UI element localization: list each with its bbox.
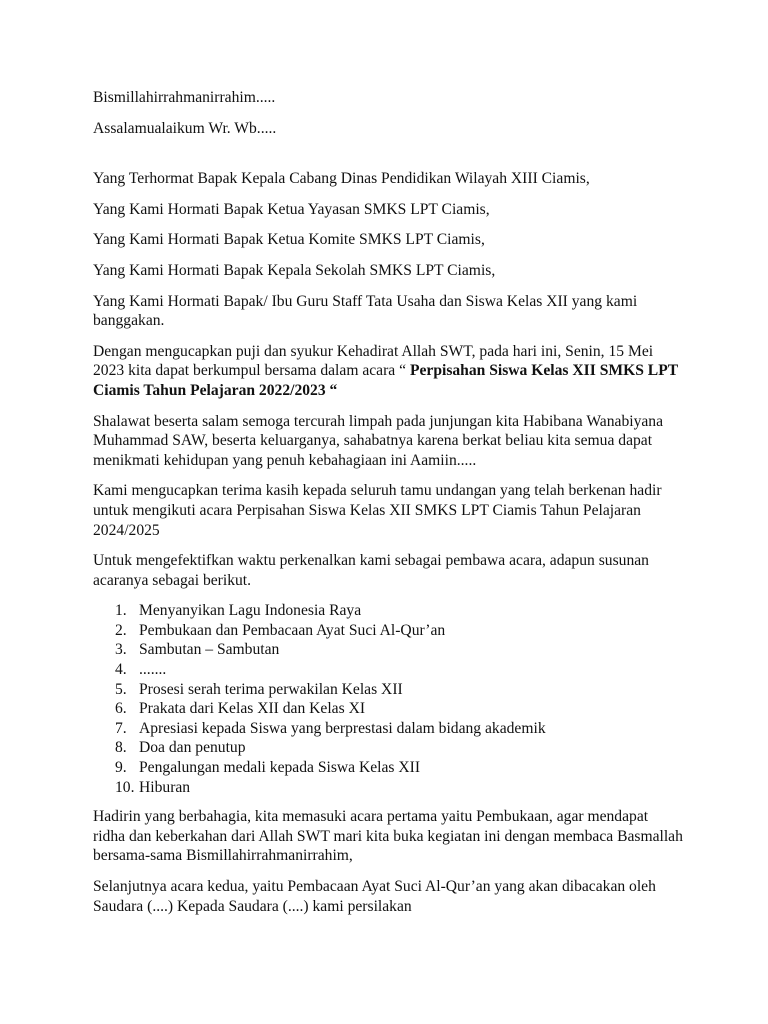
basmalah-line: Bismillahirrahmanirrahim..... bbox=[93, 89, 276, 106]
agenda-number: 5. bbox=[115, 680, 127, 698]
agenda-text: Hiburan bbox=[139, 778, 191, 796]
agenda-text: Pengalungan medali kepada Siswa Kelas XII bbox=[139, 759, 421, 777]
opening-paragraph bbox=[93, 342, 683, 401]
agenda-text: Apresiasi kepada Siswa yang berprestasi dalam bidang akademik bbox=[139, 719, 546, 737]
agenda-text: Pembukaan dan Pembacaan Ayat Suci Al-Qur’an bbox=[139, 621, 446, 639]
opening-text: Dengan mengucapkan puji dan syukur Kehadirat Allah SWT, pada hari ini, Senin, 15 Mei 2023 kita dapat berkumpul bersama dalam acara “ bbox=[93, 342, 654, 380]
agenda-intro: Untuk mengefektifkan waktu perkenalkan kami sebagai pembawa acara, adapun susunan acaranya sebagai berikut. bbox=[93, 552, 649, 589]
agenda-item bbox=[93, 660, 683, 680]
blank-line bbox=[93, 149, 683, 169]
agenda-item bbox=[93, 601, 683, 621]
agenda-number: 1. bbox=[115, 602, 127, 620]
agenda-item bbox=[93, 738, 683, 758]
first-event-paragraph: Hadirin yang berbahagia, kita memasuki acara pertama yaitu Pembukaan, agar mendapat ridha dan keberkahan dari Allah SWT mari kita buka kegiatan ini dengan membaca Basmallah bersama-sama Bismillahirrahmanirrahim, bbox=[93, 808, 683, 865]
agenda-number: 3. bbox=[115, 641, 127, 659]
agenda-text: Doa dan penutup bbox=[139, 739, 246, 757]
thanks-paragraph: Kami mengucapkan terima kasih kepada seluruh tamu undangan yang telah berkenan hadir untuk mengikuti acara Perpisahan Siswa Kelas XII SMKS LPT Ciamis Tahun Pelajaran 2024/2025 bbox=[93, 482, 662, 539]
document-page bbox=[93, 88, 683, 927]
agenda-text: Prosesi serah terima perwakilan Kelas XII bbox=[139, 680, 403, 698]
agenda-number: 7. bbox=[115, 719, 127, 737]
honorific-line: Yang Terhormat Bapak Kepala Cabang Dinas Pendidikan Wilayah XIII Ciamis, bbox=[93, 170, 590, 188]
agenda-item bbox=[93, 758, 683, 778]
shalawat-paragraph: Shalawat beserta salam semoga tercurah limpah pada junjungan kita Habibana Wanabiyana Muhammad SAW, beserta keluarganya, sahabatnya karena berkat beliau kita semua dapat menikmati kehidupan yang penuh kebahagiaan ini Aamiin..... bbox=[93, 412, 664, 469]
agenda-text: Menyanyikan Lagu Indonesia Raya bbox=[139, 602, 362, 620]
agenda-number: 9. bbox=[115, 759, 127, 777]
honorific-line: Yang Kami Hormati Bapak/ Ibu Guru Staff Tata Usaha dan Siswa Kelas XII yang kami banggakan. bbox=[93, 292, 638, 330]
agenda-item bbox=[93, 778, 683, 798]
agenda-number: 4. bbox=[115, 661, 127, 679]
event-title: Perpisahan Siswa Kelas XII SMKS LPT Ciamis Tahun Pelajaran 2022/2023 “ bbox=[93, 362, 678, 399]
agenda-item bbox=[93, 640, 683, 660]
honorific-line: Yang Kami Hormati Bapak Ketua Komite SMKS LPT Ciamis, bbox=[93, 231, 485, 249]
agenda-number: 2. bbox=[115, 621, 127, 639]
agenda-number: 10. bbox=[115, 778, 135, 796]
agenda-text: Sambutan – Sambutan bbox=[139, 641, 280, 659]
agenda-item bbox=[93, 719, 683, 739]
agenda-item bbox=[93, 699, 683, 719]
agenda-list bbox=[93, 601, 683, 797]
agenda-number: 8. bbox=[115, 739, 127, 757]
agenda-number: 6. bbox=[115, 700, 127, 718]
agenda-item bbox=[93, 680, 683, 700]
honorific-line: Yang Kami Hormati Bapak Ketua Yayasan SMKS LPT Ciamis, bbox=[93, 200, 490, 218]
second-event-paragraph: Selanjutnya acara kedua, yaitu Pembacaan Ayat Suci Al-Qur’an yang akan dibacakan oleh Saudara (....) Kepada Saudara (....) kami persilakan bbox=[93, 878, 656, 915]
honorific-line: Yang Kami Hormati Bapak Kepala Sekolah SMKS LPT Ciamis, bbox=[93, 261, 496, 279]
agenda-item bbox=[93, 621, 683, 641]
salam-line: Assalamualaikum Wr. Wb..... bbox=[93, 119, 277, 137]
agenda-text: ....... bbox=[139, 661, 167, 679]
agenda-text: Prakata dari Kelas XII dan Kelas XI bbox=[139, 700, 366, 718]
